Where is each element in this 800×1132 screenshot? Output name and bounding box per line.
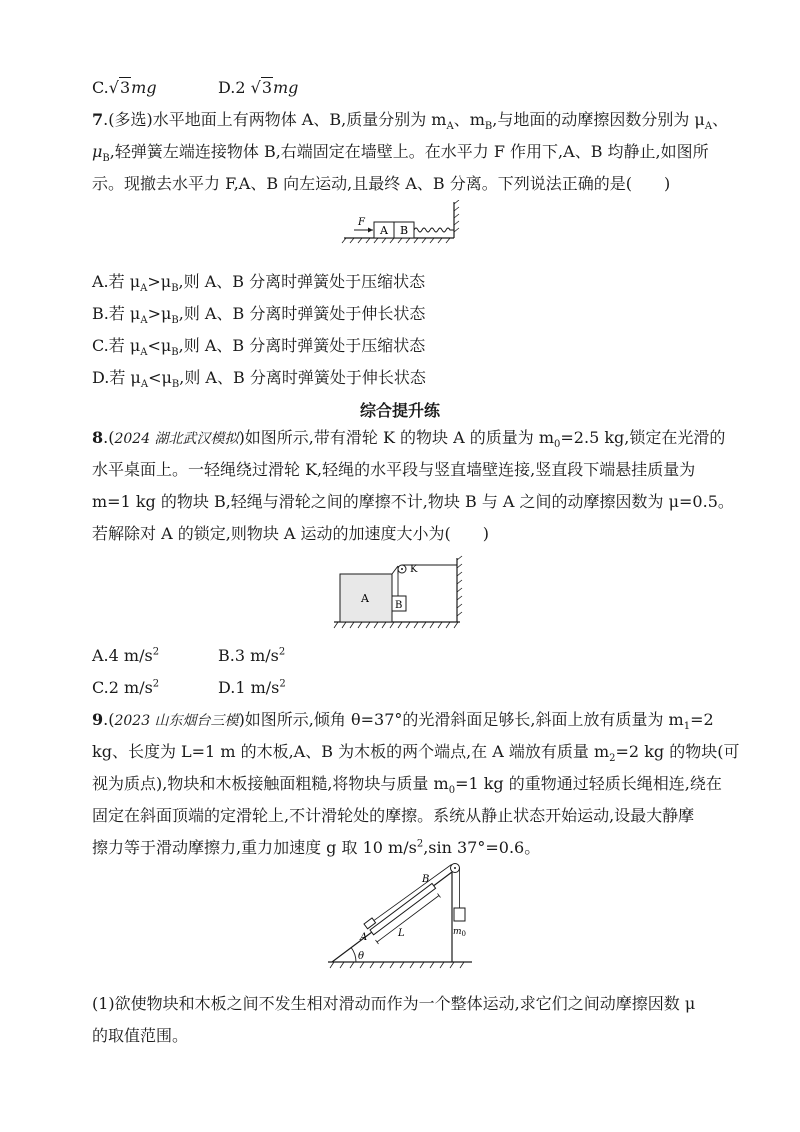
q7-force-label: F <box>358 217 365 228</box>
q9-sub1-line2: 的取值范围。 <box>92 1026 189 1045</box>
q9-angle-label: θ <box>358 951 365 962</box>
q7-option-a: A.若 $\mu_A>\mu_B$,则 A、B 分离时弹簧处于压缩状态 <box>92 272 426 295</box>
section-title: 综合提升练 <box>359 401 440 420</box>
q9-stem-line4: 固定在斜面顶端的定滑轮上,不计滑轮处的摩擦。系统从静止状态开始运动,设最大静摩 <box>92 806 695 825</box>
q7-stem-line3: 示。现撤去水平力 F,A、B 向左运动,且最终 A、B 分离。下列说法正确的是( ) <box>92 174 671 193</box>
q8-stem-line3: m=1 kg 的物块 B,轻绳与滑轮之间的摩擦不计,物块 B 与 A 之间的动摩擦因数为 μ=0.5。 <box>92 492 734 511</box>
q7-stem-line2: $\mu_B$,轻弹簧左端连接物体 B,右端固定在墙壁上。在水平力 F 作用下,A、B 均静止,如图所 <box>92 142 709 165</box>
q8-block-b-label: B <box>395 600 403 611</box>
q7-option-b: B.若 $\mu_A>\mu_B$,则 A、B 分离时弹簧处于伸长状态 <box>92 304 426 327</box>
q7-figure <box>340 200 470 248</box>
q7-spring <box>414 228 454 232</box>
q8-stem-line1: 8.(2024 湖北武汉模拟)如图所示,带有滑轮 K 的物块 A 的质量为 $m_0=2.5$ kg,锁定在光滑的 <box>92 428 726 451</box>
q7-block-a-label: A <box>380 224 388 237</box>
q8-block-a-label: A <box>361 592 369 605</box>
q7-option-c: C.若 $\mu_A<\mu_B$,则 A、B 分离时弹簧处于压缩状态 <box>92 336 426 359</box>
q8-option-c: C.2 $m/s^2$ <box>92 678 160 697</box>
q9-length-label: L <box>398 928 405 939</box>
q9-stem-line1: 9.(2023 山东烟台三模)如图所示,倾角 θ=37°的光滑斜面足够长,斜面上放有质量为 $m_1=2$ <box>92 710 714 733</box>
q9-rope-incline <box>374 865 452 921</box>
q6-option-c: C.√3mg <box>92 78 157 97</box>
q9-sub1-line1: (1)欲使物块和木板之间不发生相对滑动而作为一个整体运动,求它们之间动摩擦因数 μ <box>92 994 696 1013</box>
q7-block-b-label: B <box>400 224 409 237</box>
q9-weight <box>454 908 465 921</box>
q9-weight-label: $m_0$ <box>453 927 467 938</box>
q9-stem-line5: 擦力等于滑动摩擦力,重力加速度 g 取 10 $m/s^2,\sin$ 37°=0.6。 <box>92 838 541 857</box>
q6-option-d: D.2 √3mg <box>218 78 299 97</box>
q8-pulley-label: K <box>410 564 418 575</box>
q8-option-b: B.3 $m/s^2$ <box>218 646 286 665</box>
q8-stem-line4: 若解除对 A 的锁定,则物块 A 运动的加速度大小为( ) <box>92 524 490 543</box>
q8-option-a: A.4 $m/s^2$ <box>92 646 160 665</box>
q9-stem-line2: kg、长度为 L=1 m 的木板,A、B 为木板的两个端点,在 A 端放有质量 $m_2=2$ kg 的物块(可 <box>92 742 740 765</box>
q9-figure <box>326 858 486 970</box>
q9-end-b-label: B <box>422 874 430 885</box>
q8-option-d: D.1 $m/s^2$ <box>218 678 286 697</box>
q8-figure <box>330 552 470 632</box>
q7-stem-line1: 7.(多选)水平地面上有两物体 A、B,质量分别为 $m_A$、$m_B$,与地面的动摩擦因数分别为 $\mu_A$、 <box>92 110 729 133</box>
q7-option-d: D.若 $\mu_A<\mu_B$,则 A、B 分离时弹簧处于伸长状态 <box>92 368 426 391</box>
q9-stem-line3: 视为质点),物块和木板接触面粗糙,将物块与质量 $m_0=1$ kg 的重物通过轻质长绳相连,绕在 <box>92 774 722 797</box>
q8-stem-line2: 水平桌面上。一轻绳绕过滑轮 K,轻绳的水平段与竖直墙壁连接,竖直段下端悬挂质量为 <box>92 460 696 479</box>
q9-end-a-label: A <box>360 932 368 943</box>
